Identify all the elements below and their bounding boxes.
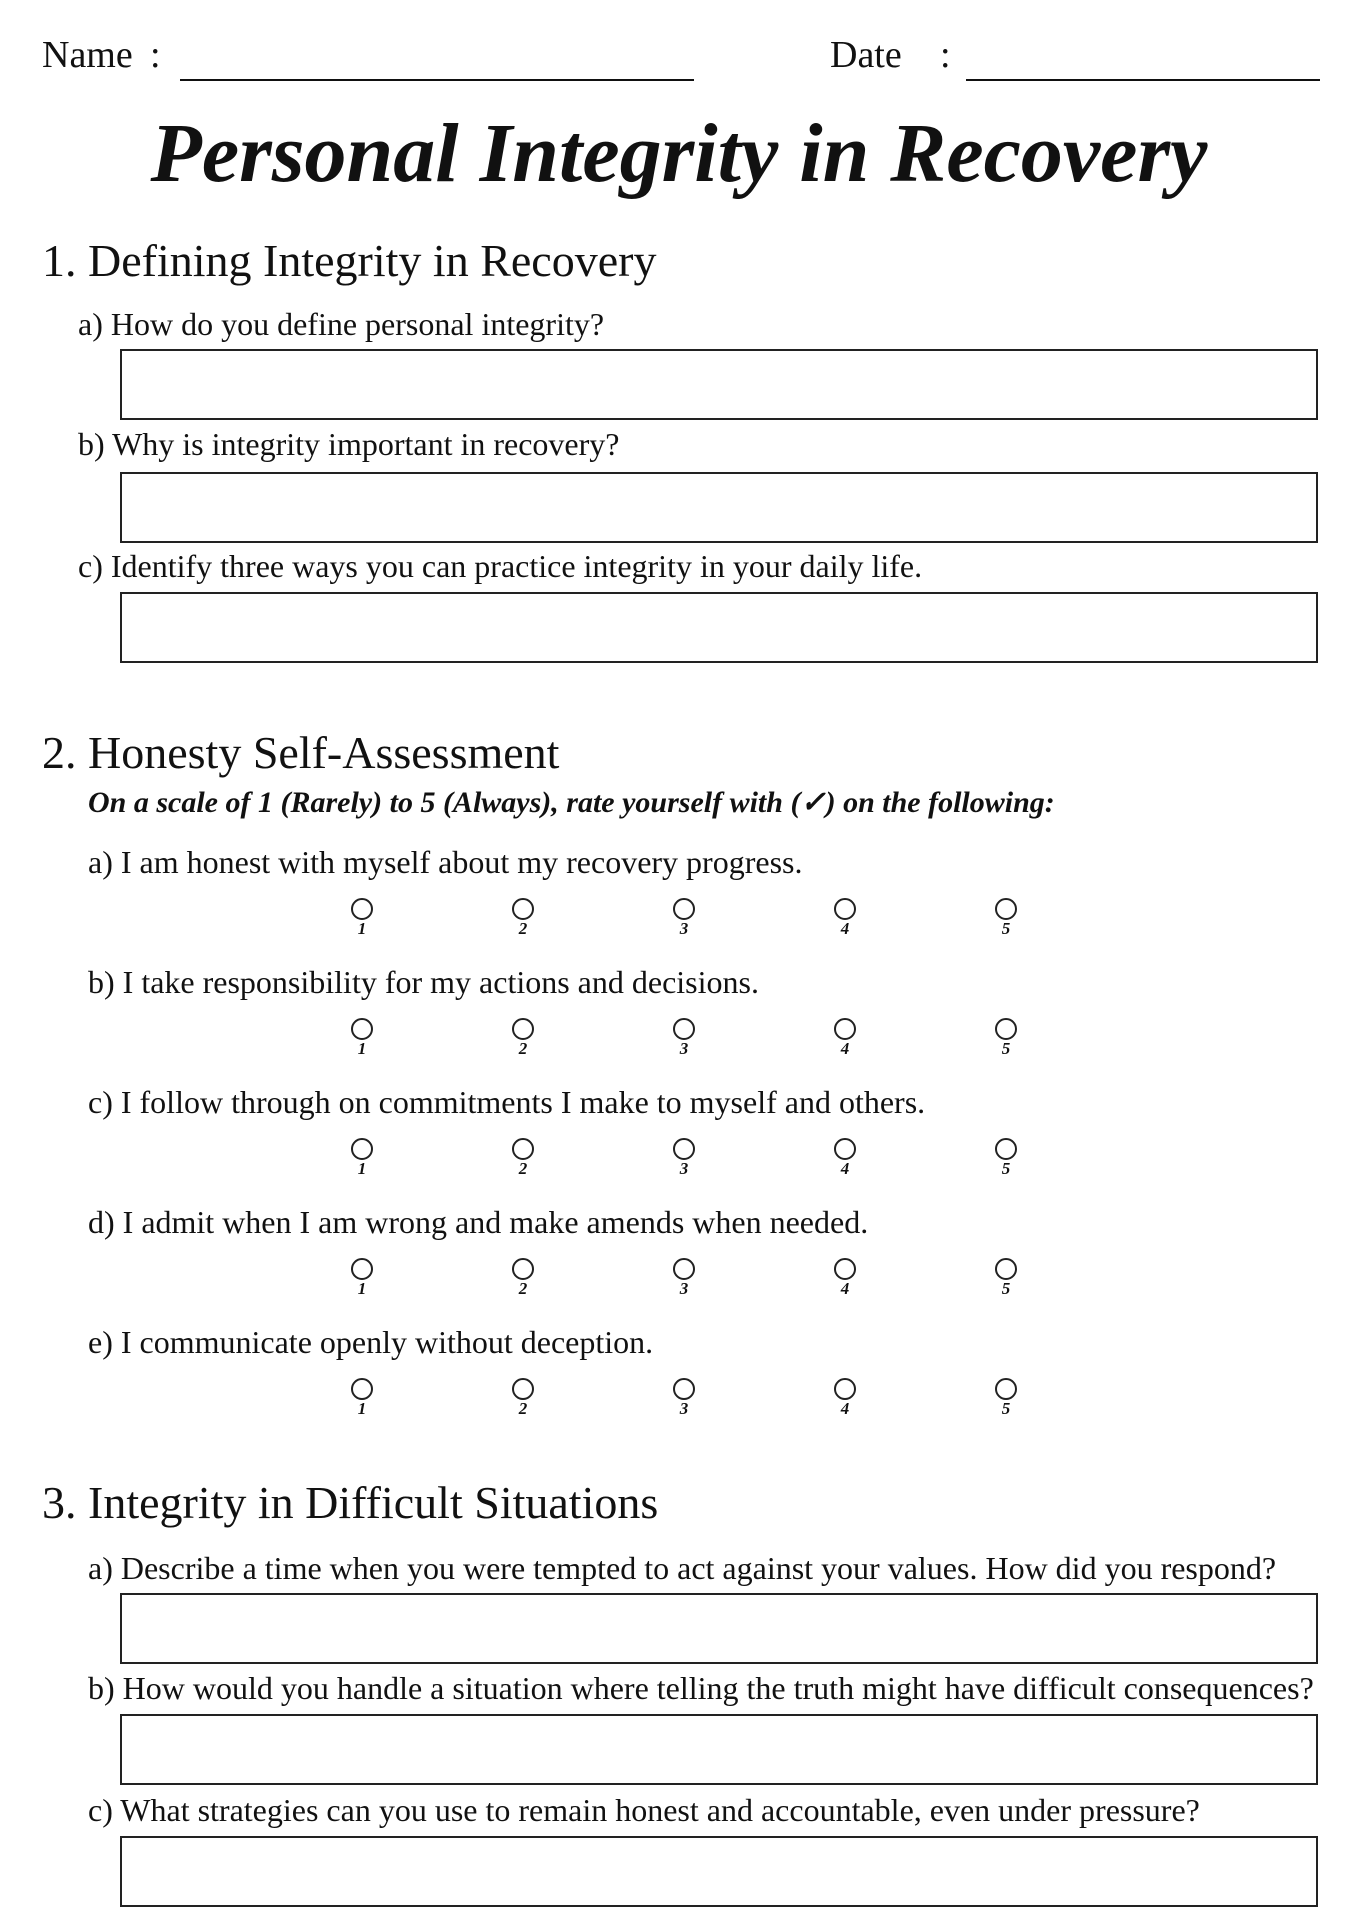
s1-answer-a[interactable] [120, 349, 1318, 420]
s1-question-c: c) Identify three ways you can practice integrity in your daily life. [78, 548, 923, 584]
rating-option[interactable]: 4 [825, 1018, 865, 1057]
rating-option[interactable]: 4 [825, 1138, 865, 1177]
rating-row-b [0, 1018, 1358, 1062]
date-field[interactable] [966, 79, 1320, 81]
section-3-heading: 3. Integrity in Difficult Situations [42, 1477, 659, 1528]
radio-circle-icon [512, 1138, 534, 1160]
s1-answer-c[interactable] [120, 592, 1318, 663]
radio-circle-icon [512, 1018, 534, 1040]
s3-question-a: a) Describe a time when you were tempted to act against your values. How did you respond? [88, 1550, 1277, 1586]
radio-circle-icon [351, 1378, 373, 1400]
rating-row-e [0, 1378, 1358, 1422]
rating-option[interactable]: 5 [986, 1018, 1026, 1057]
section-2-heading: 2. Honesty Self-Assessment [42, 727, 560, 778]
s3-question-b: b) How would you handle a situation where telling the truth might have difficult consequences? [88, 1670, 1314, 1706]
radio-circle-icon [512, 1258, 534, 1280]
rating-row-c [0, 1138, 1358, 1182]
s1-question-b: b) Why is integrity important in recovery? [78, 426, 620, 462]
s2-item-c: c) I follow through on commitments I make to myself and others. [88, 1084, 926, 1120]
rating-option[interactable]: 1 [342, 1378, 382, 1417]
rating-option[interactable]: 4 [825, 1258, 865, 1297]
name-field[interactable] [180, 79, 694, 81]
rating-option[interactable]: 1 [342, 1138, 382, 1177]
radio-circle-icon [834, 1378, 856, 1400]
radio-circle-icon [512, 898, 534, 920]
s2-item-d: d) I admit when I am wrong and make amends when needed. [88, 1204, 869, 1240]
radio-circle-icon [673, 1258, 695, 1280]
radio-circle-icon [351, 1018, 373, 1040]
s2-item-a: a) I am honest with myself about my recovery progress. [88, 844, 803, 880]
rating-option[interactable]: 3 [664, 1378, 704, 1417]
rating-option[interactable]: 3 [664, 1258, 704, 1297]
rating-option[interactable]: 1 [342, 898, 382, 937]
s2-item-b: b) I take responsibility for my actions and decisions. [88, 964, 759, 1000]
radio-circle-icon [995, 1258, 1017, 1280]
rating-option[interactable]: 5 [986, 1378, 1026, 1417]
rating-option[interactable]: 3 [664, 1018, 704, 1057]
radio-circle-icon [673, 1378, 695, 1400]
radio-circle-icon [673, 1138, 695, 1160]
rating-instruction: On a scale of 1 (Rarely) to 5 (Always), rate yourself with (✓) on the following: [88, 786, 1055, 819]
name-label: Name [42, 34, 133, 76]
rating-option[interactable]: 1 [342, 1258, 382, 1297]
radio-circle-icon [834, 1138, 856, 1160]
s3-answer-a[interactable] [120, 1593, 1318, 1664]
rating-option[interactable]: 2 [503, 1258, 543, 1297]
rating-option[interactable]: 2 [503, 898, 543, 937]
radio-circle-icon [351, 1258, 373, 1280]
date-colon: : [940, 34, 951, 76]
radio-circle-icon [995, 1018, 1017, 1040]
radio-circle-icon [995, 898, 1017, 920]
date-label: Date [830, 34, 902, 76]
s1-question-a: a) How do you define personal integrity? [78, 306, 605, 342]
radio-circle-icon [995, 1378, 1017, 1400]
rating-option[interactable]: 3 [664, 898, 704, 937]
s2-item-e: e) I communicate openly without deception. [88, 1324, 654, 1360]
rating-option[interactable]: 2 [503, 1378, 543, 1417]
page-title: Personal Integrity in Recovery [150, 107, 1208, 200]
radio-circle-icon [673, 1018, 695, 1040]
rating-option[interactable]: 2 [503, 1018, 543, 1057]
rating-option[interactable]: 2 [503, 1138, 543, 1177]
s3-question-c: c) What strategies can you use to remain honest and accountable, even under pressure? [88, 1792, 1200, 1828]
rating-option[interactable]: 3 [664, 1138, 704, 1177]
rating-option[interactable]: 5 [986, 898, 1026, 937]
rating-option[interactable]: 1 [342, 1018, 382, 1057]
name-colon: : [150, 34, 161, 76]
rating-row-d [0, 1258, 1358, 1302]
s3-answer-b[interactable] [120, 1714, 1318, 1785]
rating-option[interactable]: 5 [986, 1138, 1026, 1177]
rating-row-a [0, 898, 1358, 942]
s3-answer-c[interactable] [120, 1836, 1318, 1907]
rating-option[interactable]: 4 [825, 898, 865, 937]
rating-option[interactable]: 5 [986, 1258, 1026, 1297]
radio-circle-icon [351, 1138, 373, 1160]
radio-circle-icon [512, 1378, 534, 1400]
section-1-heading: 1. Defining Integrity in Recovery [42, 235, 657, 286]
radio-circle-icon [995, 1138, 1017, 1160]
radio-circle-icon [834, 898, 856, 920]
radio-circle-icon [834, 1258, 856, 1280]
s1-answer-b[interactable] [120, 472, 1318, 543]
rating-option[interactable]: 4 [825, 1378, 865, 1417]
radio-circle-icon [351, 898, 373, 920]
radio-circle-icon [834, 1018, 856, 1040]
radio-circle-icon [673, 898, 695, 920]
